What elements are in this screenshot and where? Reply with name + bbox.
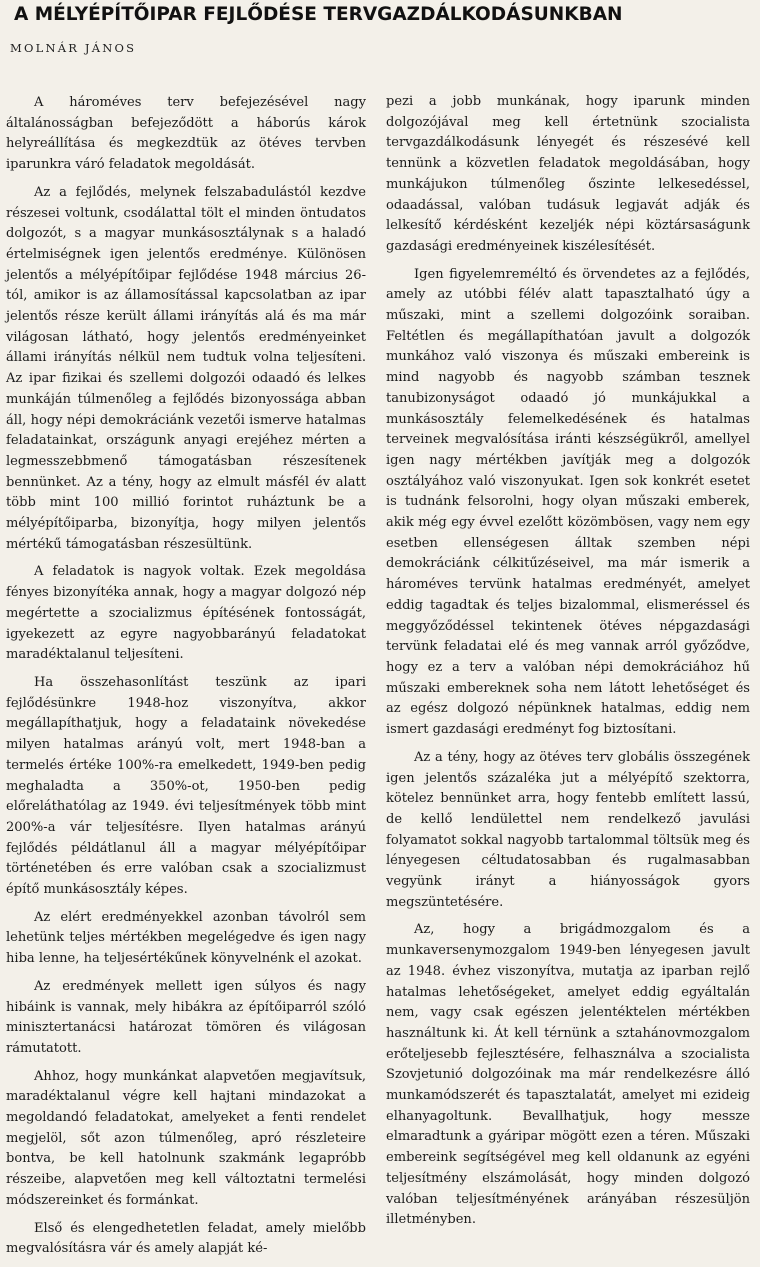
paragraph: Az, hogy a brigádmozgalom és a munkaversenymozgalom 1949-ben lényegesen javult az 1948. évhez viszonyítva, mutatja az iparban rejlő hatalmas lehetőségeket, amelyet eddig egyáltalán nem, vagy csak egészen jelentéktelen mértékben használtunk ki. Át kell térnünk a sztahánovmozgalom erőteljesebb fejlesztésére, felhasználva a szocialista Szovjetunió dolgozóinak ma már rendelkezésre álló munkamódszerét és tapasztalatát, amelyet mi ezideig elhanyagoltunk. Bevallhatjuk, hogy messze elmaradtunk a gyáripar mögött ezen a téren. Műszaki embereink segítségével meg kell oldanunk az egyéni teljesítmény elszámolását, hogy minden dolgozó valóban teljesítményének arányában részesüljön illetményben. — [386, 922, 750, 1228]
paragraph: Igen figyelemreméltó és örvendetes az a fejlődés, amely az utóbbi félév alatt tapasztalható úgy a műszaki, mint a szellemi dolgozóink soraiban. Feltétlen és megállapíthatóan javult a dolgozók munkához való viszonya és műszaki embereink is mind nagyobb és nagyobb számban tesznek tanubizonyságot odaadó jó munkájukkal a munkásosztály felemelkedésének és hatalmas terveinek megvalósítása iránti készségükről, amellyel igen nagy mértékben javítják meg a dolgozók osztályához való viszonyukat. Igen sok konkrét esetet is tudnánk felsorolni, hogy olyan műszaki emberek, akik még egy évvel ezelőtt közömbösen, vagy nem egy esetben ellenségesen álltak szemben népi demokráciánk célkitűzéseivel, ma már ismerik a hároméves tervünk hatalmas eredményét, amelyet eddig tagadtak és teljes bizalommal, elismeréssel és meggyőződéssel tekintenek ötéves népgazdasági tervünk feladatai elé és meg vannak arról győződve, hogy ez a terv a valóban népi demokráciához hű műszaki embereknek soha nem látott lehetőséget és az egész dolgozó népünknek hatalmas, eddig nem ismert gazdasági eredményt fog biztosítani. — [386, 266, 750, 738]
paragraph-continued: pezi a jobb munkának, hogy iparunk minden dolgozójával meg kell értetnünk szocialista tervgazdálkodásunk lényegét és részesévé kell tennünk a közvetlen feladatok megoldásában, hogy munkájukon túlmenőleg őszinte lelkesedéssel, odaadással, valóban tudásuk legjavát adják és lelkesítő kérdésként kezeljék népi köztársaságunk gazdasági eredményeinek kiszélesítését. — [386, 94, 750, 254]
paragraph: Ahhoz, hogy munkánkat alapvetően megjavítsuk, maradéktalanul végre kell hajtani mindazokat a megoldandó feladatokat, amelyeket a fenti rendelet megjelöl, sőt azon túlmenőleg, apró részleteire bontva, be kell hatolnunk szakmánk legapróbb részeibe, alapvetően meg kell változtatni termelési módszereinket és formánkat. — [6, 1068, 366, 1208]
paragraph: Az elért eredményekkel azonban távolról sem lehetünk teljes mértékben megelégedve és igen nagy hiba lenne, ha teljesértékűnek könyvelnénk el azokat. — [6, 909, 366, 967]
paragraph: Ha összehasonlítást teszünk az ipari fejlődésünkre 1948-hoz viszonyítva, akkor megállapíthatjuk, hogy a feladataink növekedése milyen hatalmas arányú volt, mert 1948-ban a termelés értéke 100%-ra emelkedett, 1949-ben pedig meghaladta a 350%-ot, 1950-ben pedig előreláthatólag az 1949. évi teljesítmények több mint 200%-a vár teljesítésre. Ilyen hatalmas arányú fejlődés példátlanul áll a magyar mélyépítőipar történetében és erre valóban csak a szocializmust építő munkásosztály képes. — [6, 674, 366, 898]
paragraph: A hároméves terv befejezésével nagy általánosságban befejeződött a háborús károk helyreállítása és megkezdtük az ötéves tervben iparunkra váró feladatok megoldását. — [6, 95, 366, 173]
paragraph: Első és elengedhetetlen feladat, amely mielőbb megvalósításra vár és amely alapját ké- — [6, 1220, 366, 1257]
paragraph: Az a fejlődés, melynek felszabadulástól kezdve részesei voltunk, csodálattal tölt el minden öntudatos dolgozót, s a magyar munkásosztálynak s a haladó értelmiségnek igen jelentős eredménye. Különösen jelentős a mélyépítőipar fejlődése 1948 március 26-tól, amikor is az államosítással kapcsolatban az ipar jelentős része került állami irányítás alá és ma már világosan látható, hogy jelentős eredményeinket állami irányítás nélkül nem tudtuk volna teljesíteni. Az ipar fizikai és szellemi dolgozói odaadó és lelkes munkáján túlmenőleg a fejlődés bizonyossága abban áll, hogy népi demokráciánk vezetői ismerve hatalmas feladatainkat, országunk anyagi erejéhez mérten a legmesszebbmenő támogatásban részesítenek bennünket. Az a tény, hogy az elmult másfél év alatt több mint 100 millió forintot ruháztunk be a mélyépítőiparba, bizonyítja, hogy milyen jelentős mértékű támogatásban részesültünk. — [6, 184, 366, 552]
right-column — [386, 92, 750, 1238]
article-author: MOLNÁR JÁNOS — [10, 41, 137, 55]
left-column — [6, 93, 366, 1267]
paragraph: Az a tény, hogy az ötéves terv globális összegének igen jelentős százaléka jut a mélyépítő szektorra, kötelez bennünket arra, hogy fentebb említett lassú, de kellő lendülettel nem rendelkező javulási folyamatot sokkal nagyobb tartalommal töltsük meg és lényegesen céltudatosabban és rugalmasabban vegyünk irányt a hiányosságok gyors megszüntetésére. — [386, 749, 750, 910]
paragraph: Az eredmények mellett igen súlyos és nagy hibáink is vannak, mely hibákra az építőiparról szóló minisztertanácsi határozat tömören és világosan rámutatott. — [6, 978, 366, 1056]
article-title: A MÉLYÉPÍTŐIPAR FEJLŐDÉSE TERVGAZDÁLKODÁSUNKBAN — [14, 4, 623, 25]
paragraph: A feladatok is nagyok voltak. Ezek megoldása fényes bizonyítéka annak, hogy a magyar dolgozó nép megértette a szocializmus építésének fontosságát, igyekezett az egyre nagyobbarányú feladatokat maradéktalanul teljesíteni. — [6, 564, 366, 663]
